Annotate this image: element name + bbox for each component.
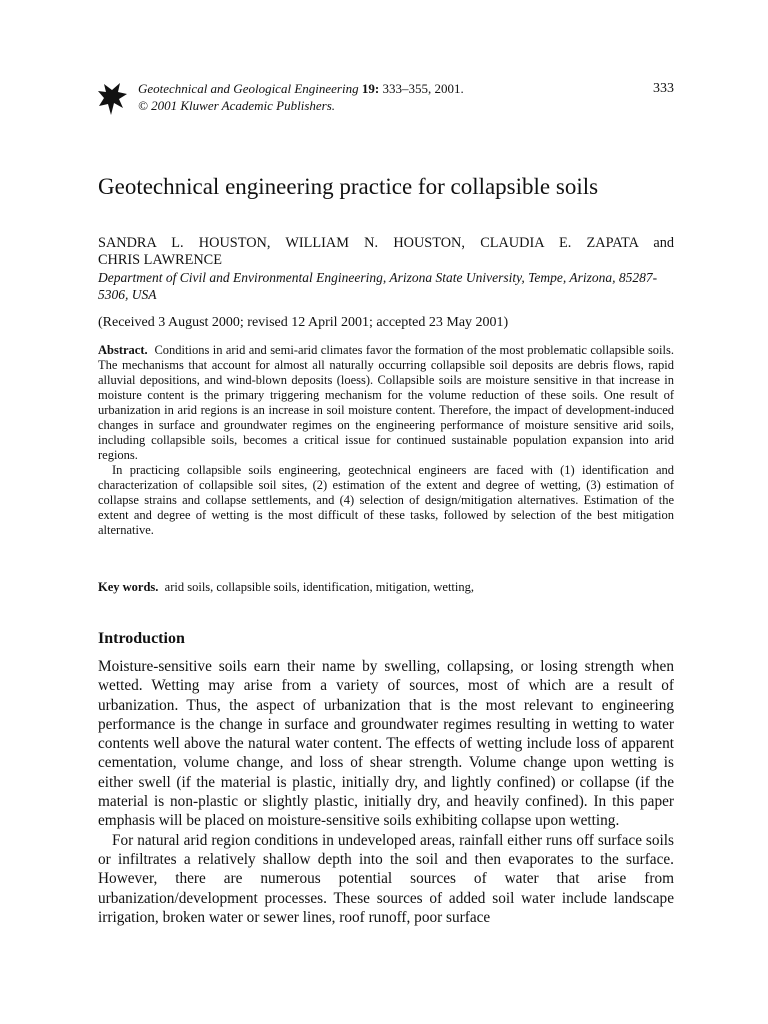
affiliation: Department of Civil and Environmental Engineering, Arizona State University, Tempe, Arizona, 85287-5306, USA	[98, 270, 658, 302]
abstract-paragraph-2: In practicing collapsible soils engineering, geotechnical engineers are faced with (1) identification and characterization of collapsible soil sites, (2) estimation of the extent and degree of wetting, (3) estimation of collapse strains and collapse settlements, and (4) selection of design/mitigation alternatives. Estimation of the extent and degree of wetting is the most difficult of these tasks, followed by selection of the best mitigation alternative.	[98, 463, 674, 537]
introduction-body	[98, 657, 674, 927]
abstract-text-1: Conditions in arid and semi-arid climates favor the formation of the most problematic collapsible soils. The mechanisms that account for almost all naturally occurring collapsible soil deposits are debris flows, rapid alluvial depositions, and wind-blown deposits (loess). Collapsible soils are moisture sensitive in that increase in moisture content is the primary triggering mechanism for the volume reduction of these soils. One result of urbanization in arid regions is an increase in soil moisture content. Therefore, the impact of development-induced changes in surface and groundwater regimes on the engineering performance of moisture sensitive arid soils, including collapsible soils, becomes a critical issue for continued sustainable population expansion into arid regions.	[98, 343, 674, 462]
journal-pages: 333–355, 2001.	[382, 81, 464, 96]
authors-line-1: SANDRA L. HOUSTON, WILLIAM N. HOUSTON, CLAUDIA E. ZAPATA and	[98, 235, 674, 251]
keywords-label: Key words.	[98, 580, 159, 594]
authors-line-2: CHRIS LAWRENCE	[98, 252, 222, 268]
publisher-logo-icon	[98, 82, 128, 116]
journal-name: Geotechnical and Geological Engineering	[138, 81, 359, 96]
keywords-text: arid soils, collapsible soils, identification, mitigation, wetting,	[164, 580, 475, 594]
keywords	[98, 580, 474, 595]
journal-header	[98, 80, 674, 116]
abstract	[98, 343, 674, 538]
paper-title: Geotechnical engineering practice for collapsible soils	[98, 174, 599, 199]
body-paragraph-2: For natural arid region conditions in undeveloped areas, rainfall either runs off surface soils or infiltrates a relatively shallow depth into the soil and then evaporates to the surface. However, there are numerous potential sources of water that arise from urbanization/development processes. These sources of added soil water include landscape irrigation, broken water or sewer lines, roof runoff, poor surface	[98, 831, 674, 926]
received-dates: (Received 3 August 2000; revised 12 April 2001; accepted 23 May 2001)	[98, 315, 509, 330]
section-heading-introduction: Introduction	[98, 630, 185, 647]
abstract-paragraph-1	[98, 343, 674, 463]
page-number: 333	[653, 81, 674, 96]
journal-citation	[138, 80, 464, 114]
journal-volume: 19:	[361, 81, 380, 96]
copyright-line: © 2001 Kluwer Academic Publishers.	[138, 98, 336, 113]
body-paragraph-1: Moisture-sensitive soils earn their name by swelling, collapsing, or losing strength when wetted. Wetting may arise from a variety of sources, most of which are a result of urbanization. Thus, the aspect of urbanization that is the most relevant to engineering performance is the change in surface and groundwater regimes resulting in wetting to water contents well above the natural water content. The effects of wetting include loss of apparent cementation, volume change, and loss of shear strength. Volume change upon wetting is either swell (if the material is plastic, initially dry, and lightly confined) or collapse (if the material is non-plastic or slightly plastic, initially dry, and heavily confined). In this paper emphasis will be placed on moisture-sensitive soils exhibiting collapse upon wetting.	[98, 658, 674, 830]
abstract-label: Abstract.	[98, 343, 148, 357]
